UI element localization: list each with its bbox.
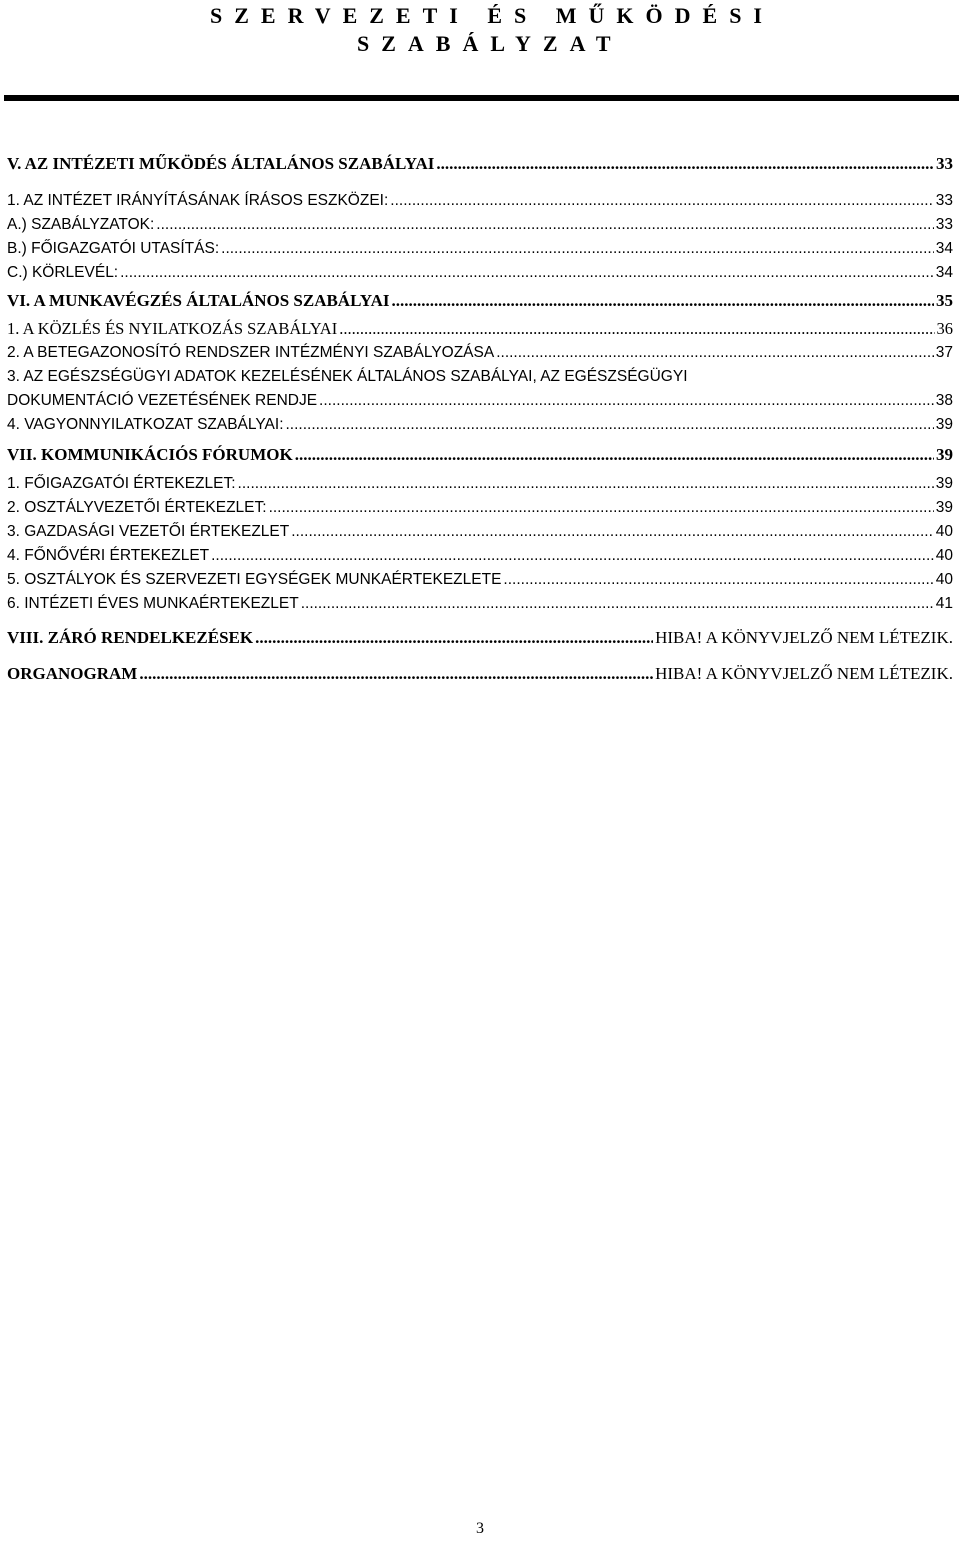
toc-entry-text: VII. KOMMUNIKÁCIÓS FÓRUMOK [7, 445, 293, 464]
toc-entry-text: 1. FŐIGAZGATÓI ÉRTEKEZLET: [7, 475, 236, 492]
toc-leader-dots [286, 413, 934, 437]
toc-entry-page-error: HIBA! A KÖNYVJELZŐ NEM LÉTEZIK. [655, 664, 953, 683]
toc-entry-text: ORGANOGRAM [7, 664, 138, 683]
toc-entry-page: 37 [935, 344, 953, 361]
toc-entry-page: 40 [935, 523, 953, 540]
toc-entry-6-2[interactable] [7, 341, 953, 365]
toc-leader-dots [436, 152, 934, 176]
toc-entry-page: 36 [936, 319, 953, 338]
toc-leader-dots [295, 443, 934, 467]
toc-leader-dots [391, 289, 934, 313]
toc-leader-dots [496, 341, 934, 365]
toc-entry-page: 34 [935, 240, 953, 257]
toc-entry-page: 40 [935, 571, 953, 588]
toc-entry-page: 39 [935, 416, 953, 433]
toc-entry-7-5[interactable] [7, 568, 953, 592]
toc-entry-page: 39 [935, 475, 953, 492]
toc-entry-chapter-5[interactable] [7, 152, 953, 176]
toc-entry-text: 6. INTÉZETI ÉVES MUNKAÉRTEKEZLET [7, 595, 299, 612]
toc-leader-dots [238, 472, 934, 496]
toc-entry-page: 34 [935, 264, 953, 281]
toc-entry-5-1[interactable] [7, 189, 953, 213]
toc-entry-page: 33 [935, 192, 953, 209]
toc-entry-6-3-line-2 [7, 389, 953, 413]
toc-leader-dots [139, 662, 653, 686]
toc-leader-dots [255, 626, 653, 650]
page-number: 3 [476, 1520, 484, 1537]
toc-leader-dots [301, 592, 934, 616]
toc-entry-text: 4. FŐNŐVÉRI ÉRTEKEZLET [7, 547, 210, 564]
toc-entry-text: 3. GAZDASÁGI VEZETŐI ÉRTEKEZLET [7, 523, 290, 540]
toc-entry-6-4[interactable] [7, 413, 953, 437]
toc-entry-page: 39 [936, 445, 953, 464]
toc-entry-page: 39 [935, 499, 953, 516]
toc-entry-page: 33 [935, 216, 953, 233]
toc-leader-dots [221, 237, 934, 261]
toc-entry-text: 2. OSZTÁLYVEZETŐI ÉRTEKEZLET: [7, 499, 267, 516]
toc-entry-page: 35 [936, 291, 953, 310]
toc-entry-text-line-1: 3. AZ EGÉSZSÉGÜGYI ADATOK KEZELÉSÉNEK ÁLTALÁNOS SZABÁLYAI, AZ EGÉSZSÉGÜGYI [7, 368, 688, 385]
toc-entry-6-1[interactable] [7, 317, 953, 341]
document-header [0, 0, 960, 58]
document-title-line-2: SZABÁLYZAT [357, 31, 623, 56]
toc-entry-6-3[interactable] [7, 365, 953, 413]
toc-entry-7-4[interactable] [7, 544, 953, 568]
toc-entry-page: 38 [935, 392, 953, 409]
toc-leader-dots [319, 389, 934, 413]
toc-entry-chapter-8[interactable] [7, 626, 953, 650]
toc-entry-text: V. AZ INTÉZETI MŰKÖDÉS ÁLTALÁNOS SZABÁLYAI [7, 154, 435, 173]
toc-entry-page: 33 [936, 154, 953, 173]
toc-entry-7-3[interactable] [7, 520, 953, 544]
toc-leader-dots [156, 213, 933, 237]
toc-entry-chapter-6[interactable] [7, 289, 953, 313]
toc-entry-organogram[interactable] [7, 662, 953, 686]
table-of-contents [7, 152, 953, 686]
toc-leader-dots [390, 189, 933, 213]
toc-entry-5-1-c[interactable] [7, 261, 953, 285]
toc-entry-5-1-a[interactable] [7, 213, 953, 237]
toc-leader-dots [120, 261, 934, 285]
toc-entry-text: VI. A MUNKAVÉGZÉS ÁLTALÁNOS SZABÁLYAI [7, 291, 390, 310]
toc-entry-page: 40 [935, 547, 953, 564]
toc-entry-text: 5. OSZTÁLYOK ÉS SZERVEZETI EGYSÉGEK MUNKAÉRTEKEZLETE [7, 571, 502, 588]
toc-entry-7-2[interactable] [7, 496, 953, 520]
toc-entry-7-1[interactable] [7, 472, 953, 496]
toc-entry-text-line-2: DOKUMENTÁCIÓ VEZETÉSÉNEK RENDJE [7, 392, 318, 409]
header-rule [4, 95, 959, 101]
toc-entry-text: 4. VAGYONNYILATKOZAT SZABÁLYAI: [7, 416, 284, 433]
toc-entry-7-6[interactable] [7, 592, 953, 616]
toc-entry-text: A.) SZABÁLYZATOK: [7, 216, 155, 233]
toc-entry-page: 41 [935, 595, 953, 612]
toc-entry-text: 2. A BETEGAZONOSÍTÓ RENDSZER INTÉZMÉNYI SZABÁLYOZÁSA [7, 344, 495, 361]
toc-leader-dots [503, 568, 933, 592]
toc-entry-chapter-7[interactable] [7, 443, 953, 467]
toc-leader-dots [211, 544, 934, 568]
toc-entry-text: 1. A KÖZLÉS ÉS NYILATKOZÁS SZABÁLYAI [7, 319, 338, 338]
toc-entry-page-error: HIBA! A KÖNYVJELZŐ NEM LÉTEZIK. [655, 628, 953, 647]
toc-entry-text: 1. AZ INTÉZET IRÁNYÍTÁSÁNAK ÍRÁSOS ESZKÖZEI: [7, 192, 389, 209]
toc-entry-text: B.) FŐIGAZGATÓI UTASÍTÁS: [7, 240, 220, 257]
toc-entry-text: VIII. ZÁRÓ RENDELKEZÉSEK [7, 628, 254, 647]
toc-leader-dots [291, 520, 934, 544]
toc-entry-text: C.) KÖRLEVÉL: [7, 264, 119, 281]
document-title-line-1: SZERVEZETI ÉS MŰKÖDÉSI [210, 3, 774, 28]
toc-entry-5-1-b[interactable] [7, 237, 953, 261]
toc-leader-dots [269, 496, 934, 520]
toc-leader-dots [339, 317, 934, 341]
